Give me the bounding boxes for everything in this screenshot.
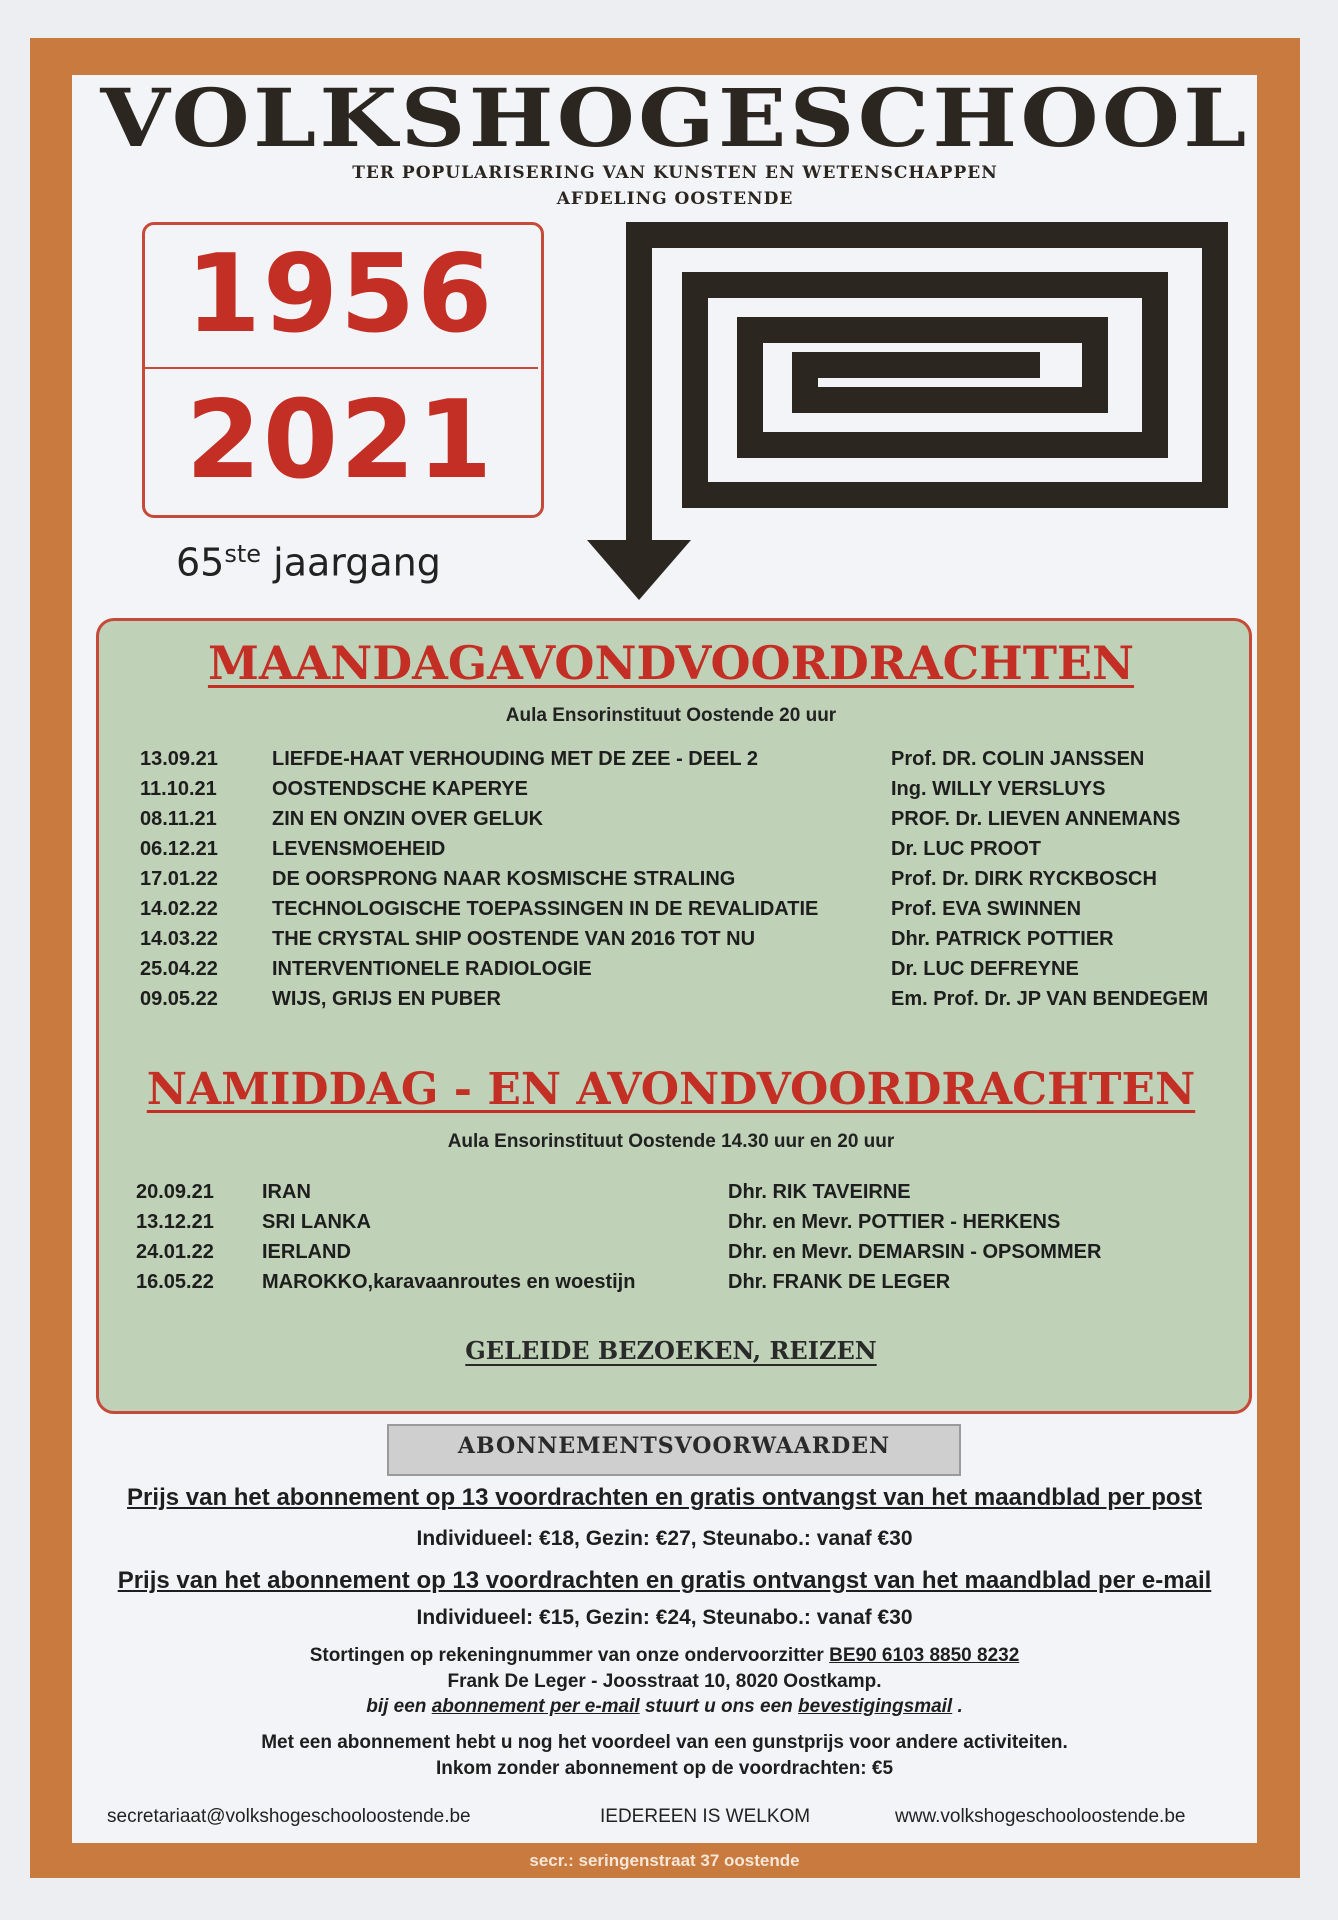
- lecture-date: 14.03.22: [140, 928, 218, 950]
- mail-note: [72, 1696, 1257, 1718]
- lecture-speaker: Dr. LUC PROOT: [891, 838, 1042, 860]
- spiral-arrow-icon: [575, 215, 1235, 605]
- post-prices: Individueel: €18, Gezin: €27, Steunabo.: vanaf €30: [416, 1527, 913, 1550]
- jaargang-word: jaargang: [273, 540, 441, 585]
- mail-price-title: Prijs van het abonnement op 13 voordrachten en gratis ontvangst van het maandblad per e-mail: [117, 1567, 1212, 1594]
- lecture-speaker: Dhr. PATRICK POTTIER: [891, 928, 1114, 950]
- jaargang-number: 65: [176, 540, 225, 585]
- section2-location: Aula Ensorinstituut Oostende 14.30 uur en 20 uur: [447, 1131, 895, 1152]
- lecture-date: 25.04.22: [140, 958, 218, 980]
- mail-note-part3: .: [952, 1696, 963, 1717]
- jaargang-label: [176, 540, 441, 585]
- mail-note-link1: abonnement per e-mail: [431, 1696, 640, 1717]
- lecture-topic: DE OORSPRONG NAAR KOSMISCHE STRALING: [272, 868, 736, 890]
- payment-prefix: Stortingen op rekeningnummer van onze ondervoorzitter: [309, 1645, 830, 1666]
- subtitle-line-2: AFDELING OOSTENDE: [556, 189, 794, 209]
- lecture-speaker: PROF. Dr. LIEVEN ANNEMANS: [891, 808, 1181, 830]
- lecture-date: 09.05.22: [140, 988, 218, 1010]
- lecture-speaker: Dhr. en Mevr. POTTIER - HERKENS: [728, 1211, 1061, 1233]
- mail-note-link2: bevestigingsmail: [798, 1696, 953, 1717]
- year-divider: [144, 367, 538, 369]
- lecture-speaker: Dhr. RIK TAVEIRNE: [728, 1181, 911, 1203]
- lecture-date: 13.09.21: [140, 748, 218, 770]
- lecture-panel: [96, 618, 1252, 1414]
- lecture-date: 20.09.21: [136, 1181, 214, 1203]
- payment-line: [72, 1645, 1257, 1667]
- lecture-topic: MAROKKO,karavaanroutes en woestijn: [262, 1271, 636, 1293]
- lecture-date: 11.10.21: [140, 778, 217, 800]
- footer-website[interactable]: www.volkshogeschooloostende.be: [895, 1806, 1186, 1827]
- lecture-topic: LEVENSMOEHEID: [272, 838, 446, 860]
- lecture-speaker: Dhr. en Mevr. DEMARSIN - OPSOMMER: [728, 1241, 1102, 1263]
- lecture-date: 14.02.22: [140, 898, 218, 920]
- lecture-topic: OOSTENDSCHE KAPERYE: [272, 778, 528, 800]
- lecture-speaker: Prof. Dr. DIRK RYCKBOSCH: [891, 868, 1157, 890]
- lecture-topic: ZIN EN ONZIN OVER GELUK: [272, 808, 544, 830]
- lecture-date: 13.12.21: [136, 1211, 214, 1233]
- lecture-date: 17.01.22: [140, 868, 218, 890]
- year-end: 2021: [185, 378, 495, 503]
- year-start: 1956: [185, 232, 495, 357]
- post-price-title: Prijs van het abonnement op 13 voordrachten en gratis ontvangst van het maandblad per post: [127, 1484, 1202, 1511]
- guided-visits-heading: GELEIDE BEZOEKEN, REIZEN: [465, 1336, 877, 1365]
- lecture-topic: IRAN: [262, 1181, 311, 1203]
- subscription-heading: ABONNEMENTSVOORWAARDEN: [457, 1433, 891, 1459]
- lecture-speaker: Em. Prof. Dr. JP VAN BENDEGEM: [891, 988, 1209, 1010]
- lecture-speaker: Dr. LUC DEFREYNE: [891, 958, 1079, 980]
- lecture-date: 06.12.21: [140, 838, 218, 860]
- iban: BE90 6103 8850 8232: [829, 1645, 1020, 1666]
- section2-title: NAMIDDAG - EN AVONDVOORDRACHTEN: [146, 1064, 1196, 1115]
- footer-email[interactable]: secretariaat@volkshogeschooloostende.be: [107, 1806, 471, 1827]
- lecture-topic: THE CRYSTAL SHIP OOSTENDE VAN 2016 TOT NU: [272, 928, 756, 950]
- lecture-speaker: Prof. EVA SWINNEN: [891, 898, 1082, 920]
- footer-address: secr.: seringenstraat 37 oostende: [529, 1851, 800, 1870]
- lecture-date: 16.05.22: [136, 1271, 214, 1293]
- lecture-topic: WIJS, GRIJS EN PUBER: [272, 988, 501, 1010]
- advantage-note: Met een abonnement hebt u nog het voordeel van een gunstprijs voor andere activiteiten.: [261, 1732, 1068, 1753]
- section1-location: Aula Ensorinstituut Oostende 20 uur: [505, 705, 837, 726]
- payment-address: Frank De Leger - Joosstraat 10, 8020 Oostkamp.: [447, 1671, 882, 1692]
- section1-title: MAANDAGAVONDVOORDRACHTEN: [207, 636, 1135, 690]
- mail-prices: Individueel: €15, Gezin: €24, Steunabo.: vanaf €30: [416, 1606, 913, 1629]
- lecture-topic: SRI LANKA: [262, 1211, 371, 1233]
- mail-note-part1: bij een: [366, 1696, 432, 1717]
- lecture-topic: LIEFDE-HAAT VERHOUDING MET DE ZEE - DEEL 2: [272, 748, 758, 770]
- mail-note-part2: stuurt u ons een: [639, 1696, 799, 1717]
- lecture-topic: INTERVENTIONELE RADIOLOGIE: [272, 958, 592, 980]
- entry-price: Inkom zonder abonnement op de voordrachten: €5: [435, 1758, 894, 1779]
- page-title: VOLKSHOGESCHOOL: [100, 71, 1250, 165]
- jaargang-suffix: ste: [224, 540, 262, 568]
- lecture-speaker: Prof. DR. COLIN JANSSEN: [891, 748, 1145, 770]
- lecture-topic: TECHNOLOGISCHE TOEPASSINGEN IN DE REVALIDATIE: [272, 898, 819, 920]
- subtitle-line-1: TER POPULARISERING VAN KUNSTEN EN WETENSCHAPPEN: [352, 163, 998, 183]
- lecture-topic: IERLAND: [262, 1241, 351, 1263]
- lecture-speaker: Dhr. FRANK DE LEGER: [728, 1271, 951, 1293]
- lecture-speaker: Ing. WILLY VERSLUYS: [891, 778, 1106, 800]
- lecture-date: 08.11.21: [140, 808, 217, 830]
- footer-welcome: IEDEREEN IS WELKOM: [600, 1806, 811, 1827]
- lecture-date: 24.01.22: [136, 1241, 214, 1263]
